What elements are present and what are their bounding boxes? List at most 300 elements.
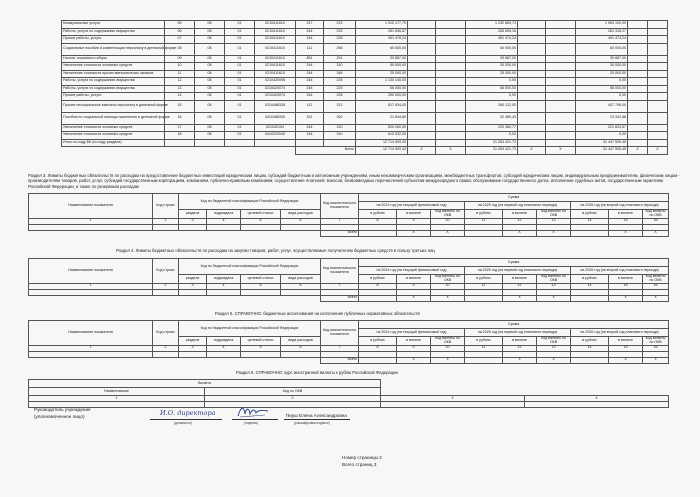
total-label: Всего — [321, 357, 359, 363]
total-2024 — [359, 230, 397, 236]
row-code: 06 — [165, 28, 195, 36]
okv-2026 — [648, 21, 668, 29]
row-code: 13 — [165, 85, 195, 93]
sum-2024: 12 714 900,43 — [356, 139, 408, 147]
celevoi-code: 021042104 — [255, 124, 296, 132]
okv-2025 — [546, 28, 576, 36]
x-mark: X — [408, 147, 436, 155]
sum-2026: 39 887,00 — [576, 55, 628, 63]
col-num: 6 — [281, 283, 321, 289]
okv-2026 — [648, 55, 668, 63]
sum-2025: 31 263 421,73 — [466, 139, 518, 147]
col-num: 1 — [29, 345, 153, 351]
row-code-header: Код строки — [153, 194, 179, 219]
row-code: 10 — [165, 63, 195, 71]
val-2025 — [518, 70, 546, 78]
val-2024 — [408, 70, 436, 78]
sum-2026: 407 708,00 — [576, 100, 628, 112]
signer-name: Пиуш Елена Александровна — [286, 413, 347, 418]
analytic-code — [324, 139, 356, 147]
sum-2026: 30 000,00 — [576, 63, 628, 71]
row-code-header: Код строки — [153, 259, 179, 284]
currency-cell — [525, 402, 669, 408]
okv-2026 — [648, 63, 668, 71]
year-2024-header: на 2024 год (на текущий финансовый год) — [359, 267, 465, 275]
vid-code: 244 — [296, 36, 324, 44]
currency-cell — [205, 402, 381, 408]
col-num: 14 — [571, 283, 609, 289]
okv-header: Код валюты по ОКВ — [643, 337, 669, 346]
rub-header: в рублях — [359, 275, 397, 284]
col-num: 15 — [609, 345, 643, 351]
sum-2025: 265 605,16 — [466, 28, 518, 36]
table-row — [62, 93, 668, 101]
analytic-code: 225 — [324, 85, 356, 93]
val-2024 — [408, 28, 436, 36]
x-mark: X — [431, 295, 465, 301]
sum-2025: 260 112,00 — [466, 100, 518, 112]
col-num: 11 — [465, 345, 503, 351]
analytic-code: 310 — [324, 63, 356, 71]
row-code: 18 — [165, 132, 195, 140]
signature-line — [232, 419, 278, 420]
podrazdel-header: подраздела — [207, 210, 241, 219]
sum-2026: 261 318,27 — [576, 28, 628, 36]
val-2025 — [518, 124, 546, 132]
rub-header: в рублях — [571, 337, 609, 346]
okv-header: Код валюты по ОКВ — [537, 337, 571, 346]
sum-2025: 0,00 — [466, 93, 518, 101]
val-2025 — [518, 63, 546, 71]
celevoi-header: целевой статьи — [241, 337, 281, 346]
table-row — [62, 28, 668, 36]
row-code: 09 — [165, 55, 195, 63]
val-2025 — [518, 21, 546, 29]
x-mark: X — [397, 295, 431, 301]
podrazdel-code: 01 — [225, 63, 255, 71]
table-row — [62, 139, 668, 147]
sum-2025: 220 380,77 — [466, 124, 518, 132]
razdel-code: 08 — [195, 55, 225, 63]
row-name: Налоги, пошлины и сборы — [62, 55, 165, 63]
celevoi-code: 0210411610 — [255, 43, 296, 55]
year-2026-header: на 2026 год (на второй год планового периода) — [571, 202, 669, 210]
position-value: И.О. директора — [160, 409, 216, 417]
col-num: 5 — [241, 283, 281, 289]
sum-2025: 39 887,00 — [466, 55, 518, 63]
okv-2026 — [648, 124, 668, 132]
signature-caption: (подпись) — [244, 421, 259, 425]
okv-2025 — [546, 55, 576, 63]
val-header: в валюте — [503, 337, 537, 346]
rub-header: в рублях — [465, 210, 503, 219]
sum-2025: 56 000,00 — [466, 85, 518, 93]
analytic-code: 212 — [324, 100, 356, 112]
sum-2026: 31 447 505,45 — [576, 139, 628, 147]
okv-2024 — [436, 93, 466, 101]
sum-2026: 451 474,24 — [576, 36, 628, 44]
analytic-code: 226 — [324, 36, 356, 44]
analytic-code: 262 — [324, 112, 356, 124]
section-6-title: Раздел 6. СПРАВОЧНО: курс иностранной валюты к рублю Российской Федерации — [236, 370, 398, 375]
vid-code: 112 — [296, 100, 324, 112]
x-mark: X — [546, 147, 576, 155]
val-2025 — [518, 100, 546, 112]
val-2026 — [628, 124, 648, 132]
x-mark: X — [628, 147, 648, 155]
val-2025 — [518, 28, 546, 36]
podrazdel-code: 01 — [225, 100, 255, 112]
bk-code-header: Код по бюджетной классификации Российской Федерации — [179, 321, 321, 337]
celevoi-code: 0210411610 — [255, 55, 296, 63]
sum-header: Сумма — [359, 259, 669, 267]
col-num: 10 — [431, 218, 465, 224]
val-2025 — [518, 78, 546, 86]
name-header: Наименование показателя — [29, 194, 153, 219]
val-2026 — [628, 132, 648, 140]
razdel-code: 08 — [195, 132, 225, 140]
podrazdel-code: 01 — [225, 132, 255, 140]
total-2026 — [571, 357, 609, 363]
col-num: 10 — [431, 283, 465, 289]
okv-2025 — [546, 36, 576, 44]
section-5-table — [28, 320, 669, 364]
x-mark: X — [436, 147, 466, 155]
analytic-code: 225 — [324, 78, 356, 86]
okv-2025 — [546, 139, 576, 147]
x-mark: X — [643, 295, 669, 301]
val-2025 — [518, 43, 546, 55]
col-num: 2 — [205, 396, 381, 402]
okv-2026 — [648, 36, 668, 44]
vid-code: 244 — [296, 70, 324, 78]
total-label: Всего — [321, 230, 359, 236]
col-num: 4 — [207, 345, 241, 351]
val-header: в валюте — [609, 210, 643, 219]
sum-2024: 60 000,00 — [356, 43, 408, 55]
bk-code-header: Код по бюджетной классификации Российской Федерации — [179, 194, 321, 210]
rub-header: в рублях — [359, 337, 397, 346]
col-num: 1 — [29, 283, 153, 289]
val-header: в валюте — [609, 337, 643, 346]
total-2025 — [465, 295, 503, 301]
val-2024 — [408, 85, 436, 93]
row-name: Работы, услуги по содержанию имущества — [62, 28, 165, 36]
podrazdel-header: подраздела — [207, 337, 241, 346]
val-2025 — [518, 93, 546, 101]
position-caption: (должность) — [174, 421, 192, 425]
currency-name-header: Наименование — [29, 388, 205, 396]
okv-2025 — [546, 70, 576, 78]
okv-header: Код валюты по ОКВ — [431, 210, 465, 219]
col-num: 1 — [29, 218, 153, 224]
year-2024-header: на 2024 год (на текущий финансовый год) — [359, 329, 465, 337]
row-code — [165, 139, 195, 147]
col-num: 7 — [321, 345, 359, 351]
currency-header: Валюта — [29, 380, 381, 388]
okv-2024 — [436, 63, 466, 71]
vid-code: 244 — [296, 28, 324, 36]
sum-2025: 22 489,43 — [466, 112, 518, 124]
okv-2025 — [546, 93, 576, 101]
total-2025 — [465, 357, 503, 363]
rub-header: в рублях — [359, 210, 397, 219]
celevoi-code: 0210411610 — [255, 70, 296, 78]
x-mark: X — [537, 230, 571, 236]
col-num: 10 — [431, 345, 465, 351]
sum-2024: 25 000,00 — [356, 70, 408, 78]
podrazdel-code: 01 — [225, 78, 255, 86]
podrazdel-code: 01 — [225, 85, 255, 93]
page-number: Номер страницы 2 — [342, 455, 382, 460]
analytic-header: Код аналитического показателя — [321, 194, 359, 219]
row-name: Увеличение стоимости прочих материальных запасов — [62, 70, 165, 78]
x-mark: X — [431, 230, 465, 236]
table-row — [62, 21, 668, 29]
sum-2025: 451 474,24 — [466, 36, 518, 44]
year-2024-header: на 2024 год (на текущий финансовый год) — [359, 202, 465, 210]
podrazdel-code: 01 — [225, 112, 255, 124]
val-2026 — [628, 63, 648, 71]
val-2026 — [628, 85, 648, 93]
val-2024 — [408, 132, 436, 140]
row-name: Итого по коду БК (по коду раздела) — [62, 139, 165, 147]
col-num: 4 — [525, 396, 669, 402]
row-name: Коммунальные услуги — [62, 21, 165, 29]
okv-header: Код валюты по ОКВ — [643, 275, 669, 284]
rub-header: в рублях — [465, 275, 503, 284]
total-label: Всего — [321, 295, 359, 301]
okv-2024 — [436, 132, 466, 140]
sum-2024: 451 478,24 — [356, 36, 408, 44]
okv-2026 — [648, 132, 668, 140]
bk-code-header: Код по бюджетной классификации Российской Федерации — [179, 259, 321, 275]
sum-2025: 1 232 883,73 — [466, 21, 518, 29]
col-num: 3 — [179, 345, 207, 351]
celevoi-code — [255, 139, 296, 147]
okv-2026 — [648, 85, 668, 93]
okv-header: Код валюты по ОКВ — [431, 337, 465, 346]
val-2026 — [628, 28, 648, 36]
val-2025 — [518, 139, 546, 147]
okv-2024 — [436, 85, 466, 93]
razdel-header: раздела — [179, 275, 207, 284]
total-2026 — [571, 295, 609, 301]
row-name: Прочие работы, услуги — [62, 36, 165, 44]
okv-header: Код валюты по ОКВ — [537, 210, 571, 219]
col-num: 7 — [321, 218, 359, 224]
year-2025-header: на 2025 год (на первый год планового периода) — [465, 267, 571, 275]
row-name: Увеличение стоимости основных средств — [62, 124, 165, 132]
analytic-code: 291 — [324, 55, 356, 63]
razdel-code: 08 — [195, 93, 225, 101]
row-code: 17 — [165, 124, 195, 132]
table-row — [62, 55, 668, 63]
handwritten-signature — [235, 404, 271, 420]
razdel-header: раздела — [179, 210, 207, 219]
celevoi-code: 0210420098 — [255, 78, 296, 86]
vid-code: 247 — [296, 21, 324, 29]
val-2024 — [408, 55, 436, 63]
okv-2025 — [546, 112, 576, 124]
x-mark: X — [537, 357, 571, 363]
row-code: 14 — [165, 93, 195, 101]
razdel-code: 08 — [195, 36, 225, 44]
celevoi-code: 0210411610 — [255, 28, 296, 36]
sum-2026: 0,00 — [576, 93, 628, 101]
col-num: 7 — [321, 283, 359, 289]
rub-header: в рублях — [571, 210, 609, 219]
col-num: 12 — [503, 283, 537, 289]
podrazdel-code — [225, 139, 255, 147]
celevoi-code: 0210411610 — [255, 63, 296, 71]
row-code-header: Код строки — [153, 321, 179, 346]
sum-2025: 0,00 — [466, 78, 518, 86]
vid-header: вида расходов — [281, 337, 321, 346]
val-2025 — [518, 36, 546, 44]
val-header: в валюте — [397, 210, 431, 219]
val-2026 — [628, 36, 648, 44]
name-line — [284, 419, 350, 420]
col-num: 3 — [381, 396, 525, 402]
okv-2024 — [436, 36, 466, 44]
val-2026 — [628, 21, 648, 29]
total-2026 — [571, 230, 609, 236]
val-2026 — [628, 100, 648, 112]
analytic-code: 226 — [324, 93, 356, 101]
col-num: 15 — [609, 283, 643, 289]
table-row — [62, 70, 668, 78]
okv-2026 — [648, 70, 668, 78]
razdel-code: 08 — [195, 63, 225, 71]
okv-2024 — [436, 139, 466, 147]
row-code: 08 — [165, 43, 195, 55]
vid-code: 244 — [296, 132, 324, 140]
podrazdel-code: 01 — [225, 36, 255, 44]
okv-2025 — [546, 100, 576, 112]
okv-header: Код валюты по ОКВ — [431, 275, 465, 284]
sum-2026: 25 000,00 — [576, 70, 628, 78]
col-num: 6 — [281, 345, 321, 351]
table-row — [62, 43, 668, 55]
year-2025-header: на 2025 год (на первый год планового периода) — [465, 329, 571, 337]
vid-code: 321 — [296, 112, 324, 124]
razdel-code: 08 — [195, 70, 225, 78]
x-mark: X — [397, 357, 431, 363]
celevoi-code: 0310488335 — [255, 112, 296, 124]
x-mark: X — [648, 147, 668, 155]
val-2024 — [408, 100, 436, 112]
col-num: 9 — [397, 345, 431, 351]
sum-2026: 23 332,88 — [576, 112, 628, 124]
sum-2024: 50 000,00 — [356, 63, 408, 71]
section-4-title: Раздел 4. Лимиты бюджетных обязательств по расходам на закупки товаров, работ, услуг, осуществляемые получателем бюджетных средств в пользу третьих лиц — [116, 248, 435, 253]
celevoi-header: целевой статьи — [241, 210, 281, 219]
okv-2024 — [436, 55, 466, 63]
row-name: Пособия по социальной помощи населению в денежной форме — [62, 112, 165, 124]
celevoi-code: 0210420074 — [255, 93, 296, 101]
okv-2024 — [436, 21, 466, 29]
x-mark: X — [609, 295, 643, 301]
year-2025-header: на 2025 год (на первый год планового периода) — [465, 202, 571, 210]
x-mark: X — [643, 230, 669, 236]
okv-header: Код валюты по ОКВ — [537, 275, 571, 284]
analytic-code: 266 — [324, 43, 356, 55]
vid-code: 111 — [296, 43, 324, 55]
val-2024 — [408, 139, 436, 147]
razdel-code: 08 — [195, 78, 225, 86]
val-2025 — [518, 132, 546, 140]
okv-2024 — [436, 100, 466, 112]
row-code: 05 — [165, 21, 195, 29]
col-num: 12 — [503, 218, 537, 224]
razdel-code: 08 — [195, 21, 225, 29]
total-2024: 12 714 900,43 — [356, 147, 408, 155]
analytic-code: 310 — [324, 132, 356, 140]
sum-2024: 39 887,00 — [356, 55, 408, 63]
row-name: Увеличение стоимости основных средств — [62, 132, 165, 140]
sum-2024: 1 130 140,00 — [356, 78, 408, 86]
vid-header: вида расходов — [281, 275, 321, 284]
x-mark: X — [609, 357, 643, 363]
vid-code: 851 — [296, 55, 324, 63]
sum-2026: 0,00 — [576, 132, 628, 140]
x-mark: X — [503, 230, 537, 236]
col-num: 14 — [571, 345, 609, 351]
name-header: Наименование показателя — [29, 259, 153, 284]
analytic-code: 310 — [324, 124, 356, 132]
celevoi-code: 0310488335 — [255, 100, 296, 112]
val-header: в валюте — [397, 337, 431, 346]
okv-2026 — [648, 78, 668, 86]
year-2026-header: на 2026 год (на второй год планового периода) — [571, 267, 669, 275]
col-num: 1 — [29, 396, 205, 402]
okv-2025 — [546, 124, 576, 132]
analytic-code: 225 — [324, 28, 356, 36]
x-mark: X — [643, 357, 669, 363]
analytic-code: 223 — [324, 21, 356, 29]
val-header: в валюте — [397, 275, 431, 284]
val-2026 — [628, 55, 648, 63]
val-2024 — [408, 124, 436, 132]
currency-okv-header: Код по ОКВ — [205, 388, 381, 396]
sum-2026: 56 000,00 — [576, 85, 628, 93]
section-3-table — [28, 193, 669, 237]
sum-2025: 30 000,00 — [466, 63, 518, 71]
sum-2025: 0,00 — [466, 132, 518, 140]
sum-2024: 261 636,67 — [356, 28, 408, 36]
currency-cell — [381, 402, 525, 408]
analytic-header: Код аналитического показателя — [321, 321, 359, 346]
rub-header: в рублях — [465, 337, 503, 346]
total-row — [29, 230, 669, 236]
section-5-title: Раздел 5. СПРАВОЧНО: бюджетные ассигнования на исполнение публичных нормативных обязательств — [215, 311, 420, 316]
sum-2025: 60 000,00 — [466, 43, 518, 55]
sum-2024: 56 000,00 — [356, 85, 408, 93]
sum-2024: 610 532,00 — [356, 132, 408, 140]
row-code: 07 — [165, 36, 195, 44]
razdel-code: 08 — [195, 112, 225, 124]
x-mark: X — [503, 357, 537, 363]
col-num: 15 — [609, 218, 643, 224]
sum-2024: 517 634,00 — [356, 100, 408, 112]
row-name: Работы, услуги по содержанию имущества — [62, 85, 165, 93]
okv-2026 — [648, 93, 668, 101]
razdel-code: 08 — [195, 124, 225, 132]
row-code: 16 — [165, 112, 195, 124]
okv-2026 — [648, 139, 668, 147]
celevoi-code: 0210411610 — [255, 36, 296, 44]
